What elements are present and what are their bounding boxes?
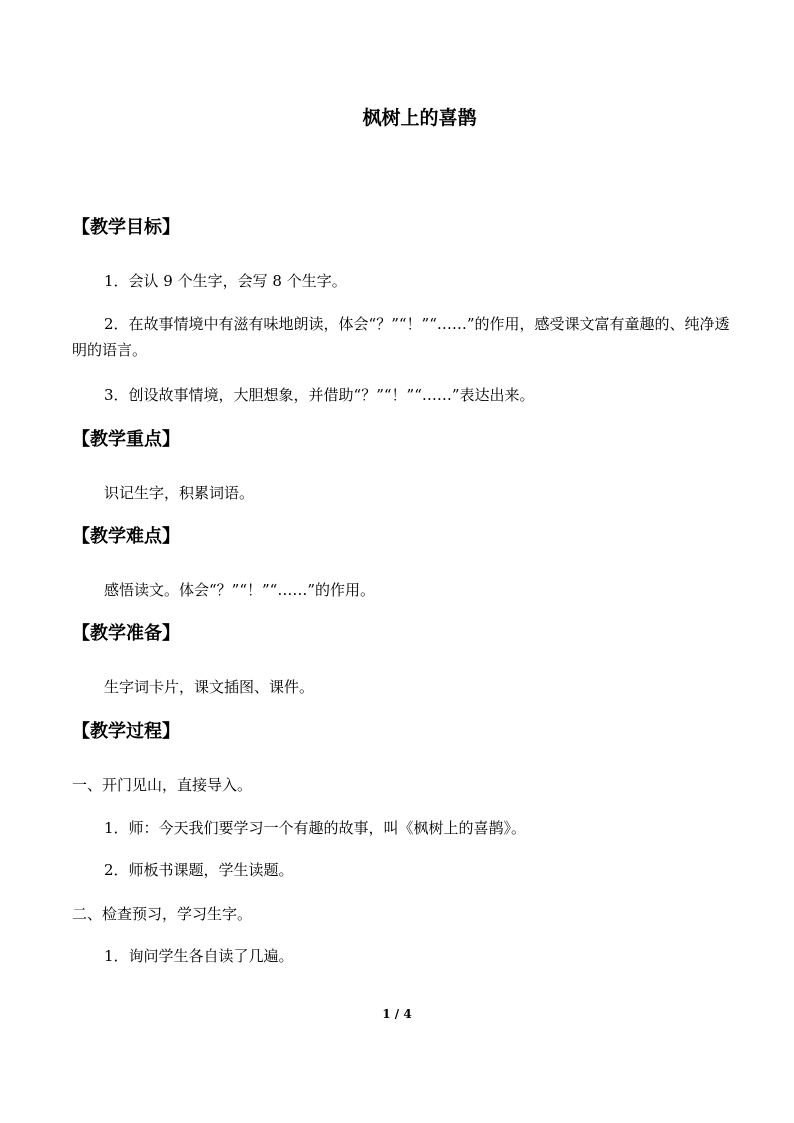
heading-process: 【教学过程】 [72, 721, 180, 742]
goal-item-3: 3．创设故事情境，大胆想象，并借助“？”“！”“……”表达出来。 [104, 386, 535, 404]
process-step-2-title: 二、检查预习，学习生字。 [72, 905, 253, 923]
preparation-text: 生字词卡片，课文插图、课件。 [104, 678, 315, 696]
heading-key-points: 【教学重点】 [72, 429, 180, 450]
page-title: 枫树上的喜鹊 [362, 107, 477, 129]
difficulties-text: 感悟读文。体会“？”“！”“……”的作用。 [104, 581, 376, 599]
heading-difficulties: 【教学难点】 [72, 526, 180, 547]
goal-item-2: 2．在故事情境中有滋有味地朗读，体会“？”“！”“……”的作用，感受课文富有童趣的、纯净透明的语言。 [72, 315, 730, 359]
process-step-1-item-2: 2．师板书课题，学生读题。 [104, 861, 294, 879]
goal-item-1: 1．会认 9 个生字，会写 8 个生字。 [104, 272, 347, 290]
heading-teaching-goals: 【教学目标】 [72, 217, 180, 238]
key-points-text: 识记生字，积累词语。 [104, 484, 255, 502]
process-step-2-item-1: 1．询问学生各自读了几遍。 [104, 947, 294, 965]
process-step-1-item-1: 1．师：今天我们要学习一个有趣的故事，叫《枫树上的喜鹊》。 [104, 819, 527, 837]
page-number: 1 / 4 [382, 1007, 412, 1021]
process-step-1-title: 一、开门见山，直接导入。 [72, 776, 253, 794]
heading-preparation: 【教学准备】 [72, 623, 180, 644]
